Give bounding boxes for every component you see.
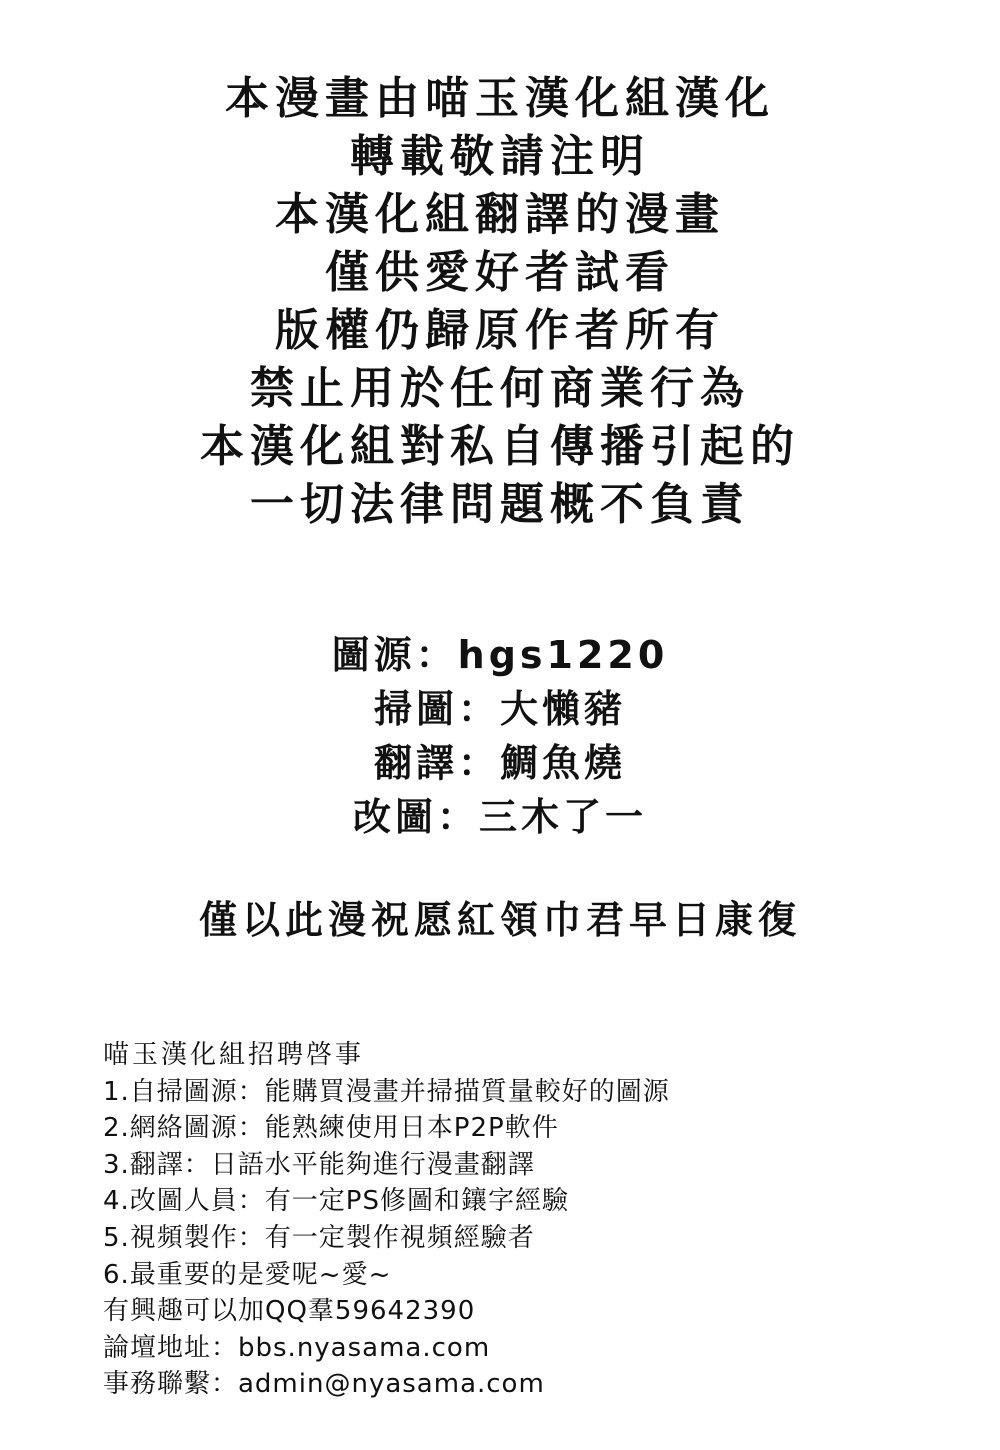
disclaimer-line: 本漫畫由喵玉漢化組漢化 xyxy=(225,73,775,124)
disclaimer-block xyxy=(0,70,1000,534)
disclaimer-line: 轉載敬請注明 xyxy=(350,131,650,182)
recruitment-item: 3.翻譯：日語水平能夠進行漫畫翻譯 xyxy=(103,1149,535,1180)
disclaimer-line: 本漢化組翻譯的漫畫 xyxy=(275,189,725,240)
dedication-text: 僅以此漫祝愿紅領巾君早日康復 xyxy=(198,898,801,942)
contact-forum-address: 論壇地址：bbs.nyasama.com xyxy=(103,1332,491,1363)
recruitment-item: 5.視頻製作：有一定製作視頻經驗者 xyxy=(103,1222,535,1253)
recruitment-item: 2.網絡圖源：能熟練使用日本P2P軟件 xyxy=(103,1113,559,1144)
contact-email: 事務聯繫：admin@nyasama.com xyxy=(103,1369,545,1400)
recruitment-item: 4.改圖人員：有一定PS修圖和鑲字經驗 xyxy=(103,1186,569,1217)
credit-translator: 翻譯：鯛魚燒 xyxy=(373,741,626,785)
disclaimer-line: 僅供愛好者試看 xyxy=(325,247,675,298)
recruitment-item: 6.最重要的是愛呢~愛~ xyxy=(103,1259,392,1290)
credits-block xyxy=(0,628,1000,844)
credit-image-source: 圖源：hgs1220 xyxy=(331,633,669,677)
disclaimer-line: 一切法律問題概不負責 xyxy=(250,479,750,530)
dedication-block xyxy=(0,893,1000,947)
credit-scanner: 掃圖：大懶豬 xyxy=(373,687,626,731)
recruitment-heading: 喵玉漢化組招聘啓事 xyxy=(103,1040,365,1070)
disclaimer-line: 版權仍歸原作者所有 xyxy=(275,305,725,356)
recruitment-block xyxy=(103,1037,963,1403)
recruitment-item: 1.自掃圖源：能購買漫畫并掃描質量較好的圖源 xyxy=(103,1076,670,1107)
disclaimer-line: 本漢化組對私自傳播引起的 xyxy=(200,421,800,472)
contact-qq-group: 有興趣可以加QQ羣59642390 xyxy=(103,1296,476,1327)
disclaimer-line: 禁止用於任何商業行為 xyxy=(250,363,750,414)
credit-editor: 改圖：三木了一 xyxy=(352,795,647,839)
